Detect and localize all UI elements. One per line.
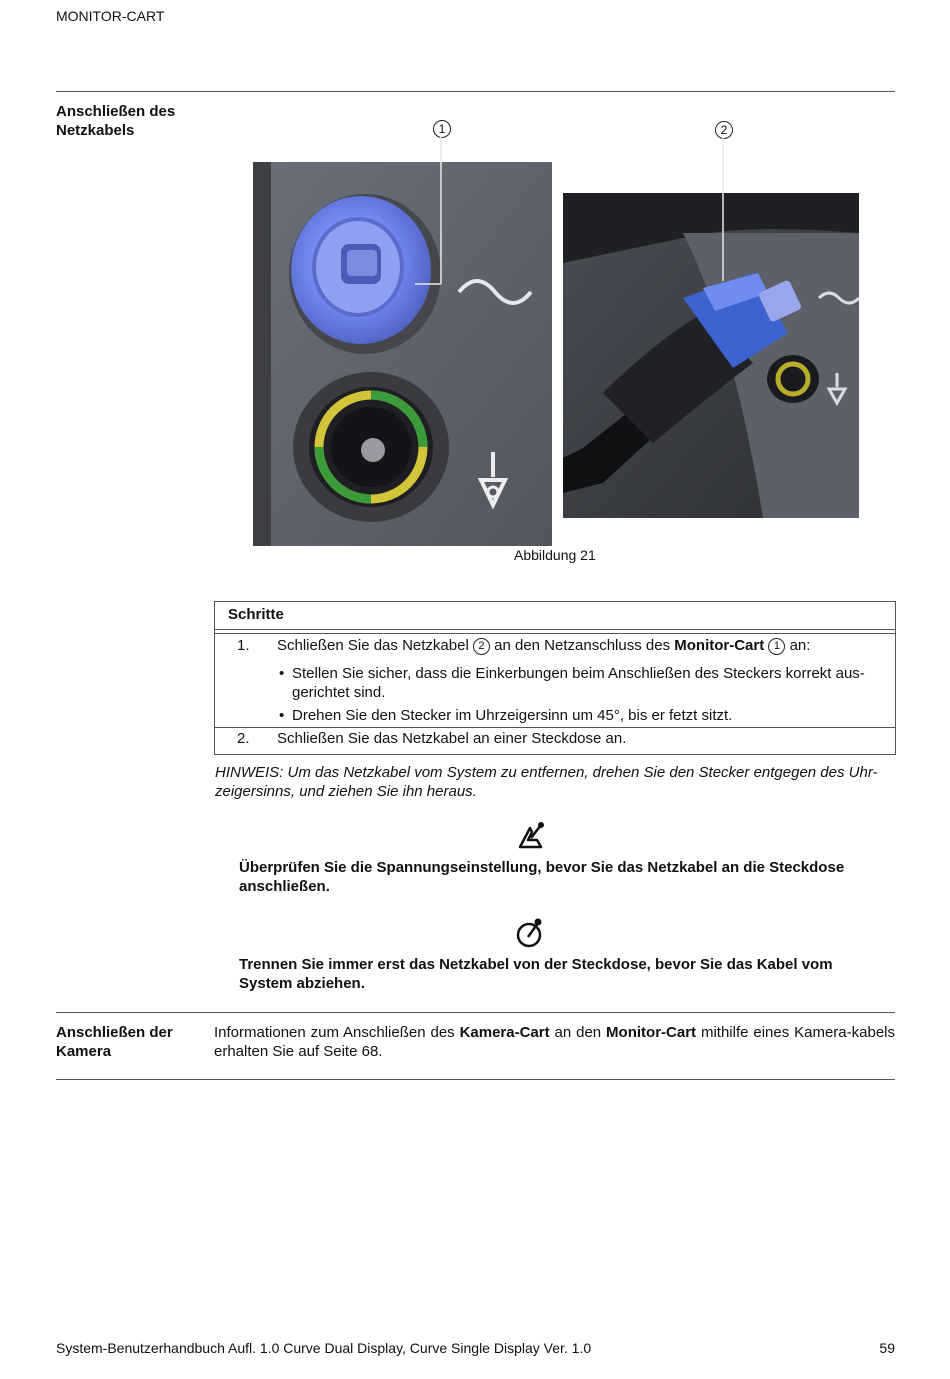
callout-2: 2: [715, 121, 733, 139]
page-number: 59: [879, 1340, 895, 1356]
bullet-item: • Drehen Sie den Stecker im Uhrzeigersinn um 45°, bis er fetzt sitzt.: [279, 707, 733, 724]
ref-callout-1: 1: [768, 638, 785, 655]
hand-pen-icon: [517, 820, 547, 850]
step-number: 1.: [237, 637, 250, 654]
circle-pen-icon: [516, 917, 546, 949]
figure-caption: Abbildung 21: [514, 547, 596, 563]
bullet-item: • Stellen Sie sicher, dass die Einkerbungen beim Anschließen des Steckers korrekt aus-gerichtet sind.: [279, 665, 865, 701]
step-text: Schließen Sie das Netzkabel 2 an den Netzanschluss des Monitor-Cart 1 an:: [277, 637, 811, 654]
running-header: MONITOR-CART: [56, 8, 165, 24]
callout-leaders: [0, 0, 950, 600]
divider: [56, 1079, 895, 1080]
divider: [56, 1012, 895, 1013]
step-text: Schließen Sie das Netzkabel an einer Steckdose an.: [277, 730, 627, 747]
section-title-power-cable: Anschließen des Netzkabels: [56, 103, 176, 139]
warning-voltage: Überprüfen Sie die Spannungseinstellung, bevor Sie das Netzkabel an die Steckdose anschließen.: [239, 859, 845, 895]
step-row-1: [215, 634, 895, 728]
callout-1: 1: [433, 120, 451, 138]
footer-text: System-Benutzerhandbuch Aufl. 1.0 Curve Dual Display, Curve Single Display Ver. 1.0: [56, 1340, 592, 1356]
steps-table: [214, 601, 896, 755]
warning-disconnect: Trennen Sie immer erst das Netzkabel von der Steckdose, bevor Sie das Kabel vom System abziehen.: [239, 956, 833, 992]
step-row-2: [215, 728, 895, 754]
step-number: 2.: [237, 730, 250, 747]
note-text: HINWEIS: Um das Netzkabel vom System zu entfernen, drehen Sie den Stecker entgegen des Uhr-zeigersinns, und ziehen Sie ihn heraus.: [215, 764, 878, 800]
camera-info-text: Informationen zum Anschließen des Kamera-Cart an den Monitor-Cart mithilfe eines Kamera-kabels erhalten Sie auf Seite 68.: [214, 1024, 895, 1060]
section-title-camera: Anschließen der Kamera: [56, 1024, 173, 1060]
steps-heading: Schritte: [215, 602, 895, 630]
ref-callout-2: 2: [473, 638, 490, 655]
